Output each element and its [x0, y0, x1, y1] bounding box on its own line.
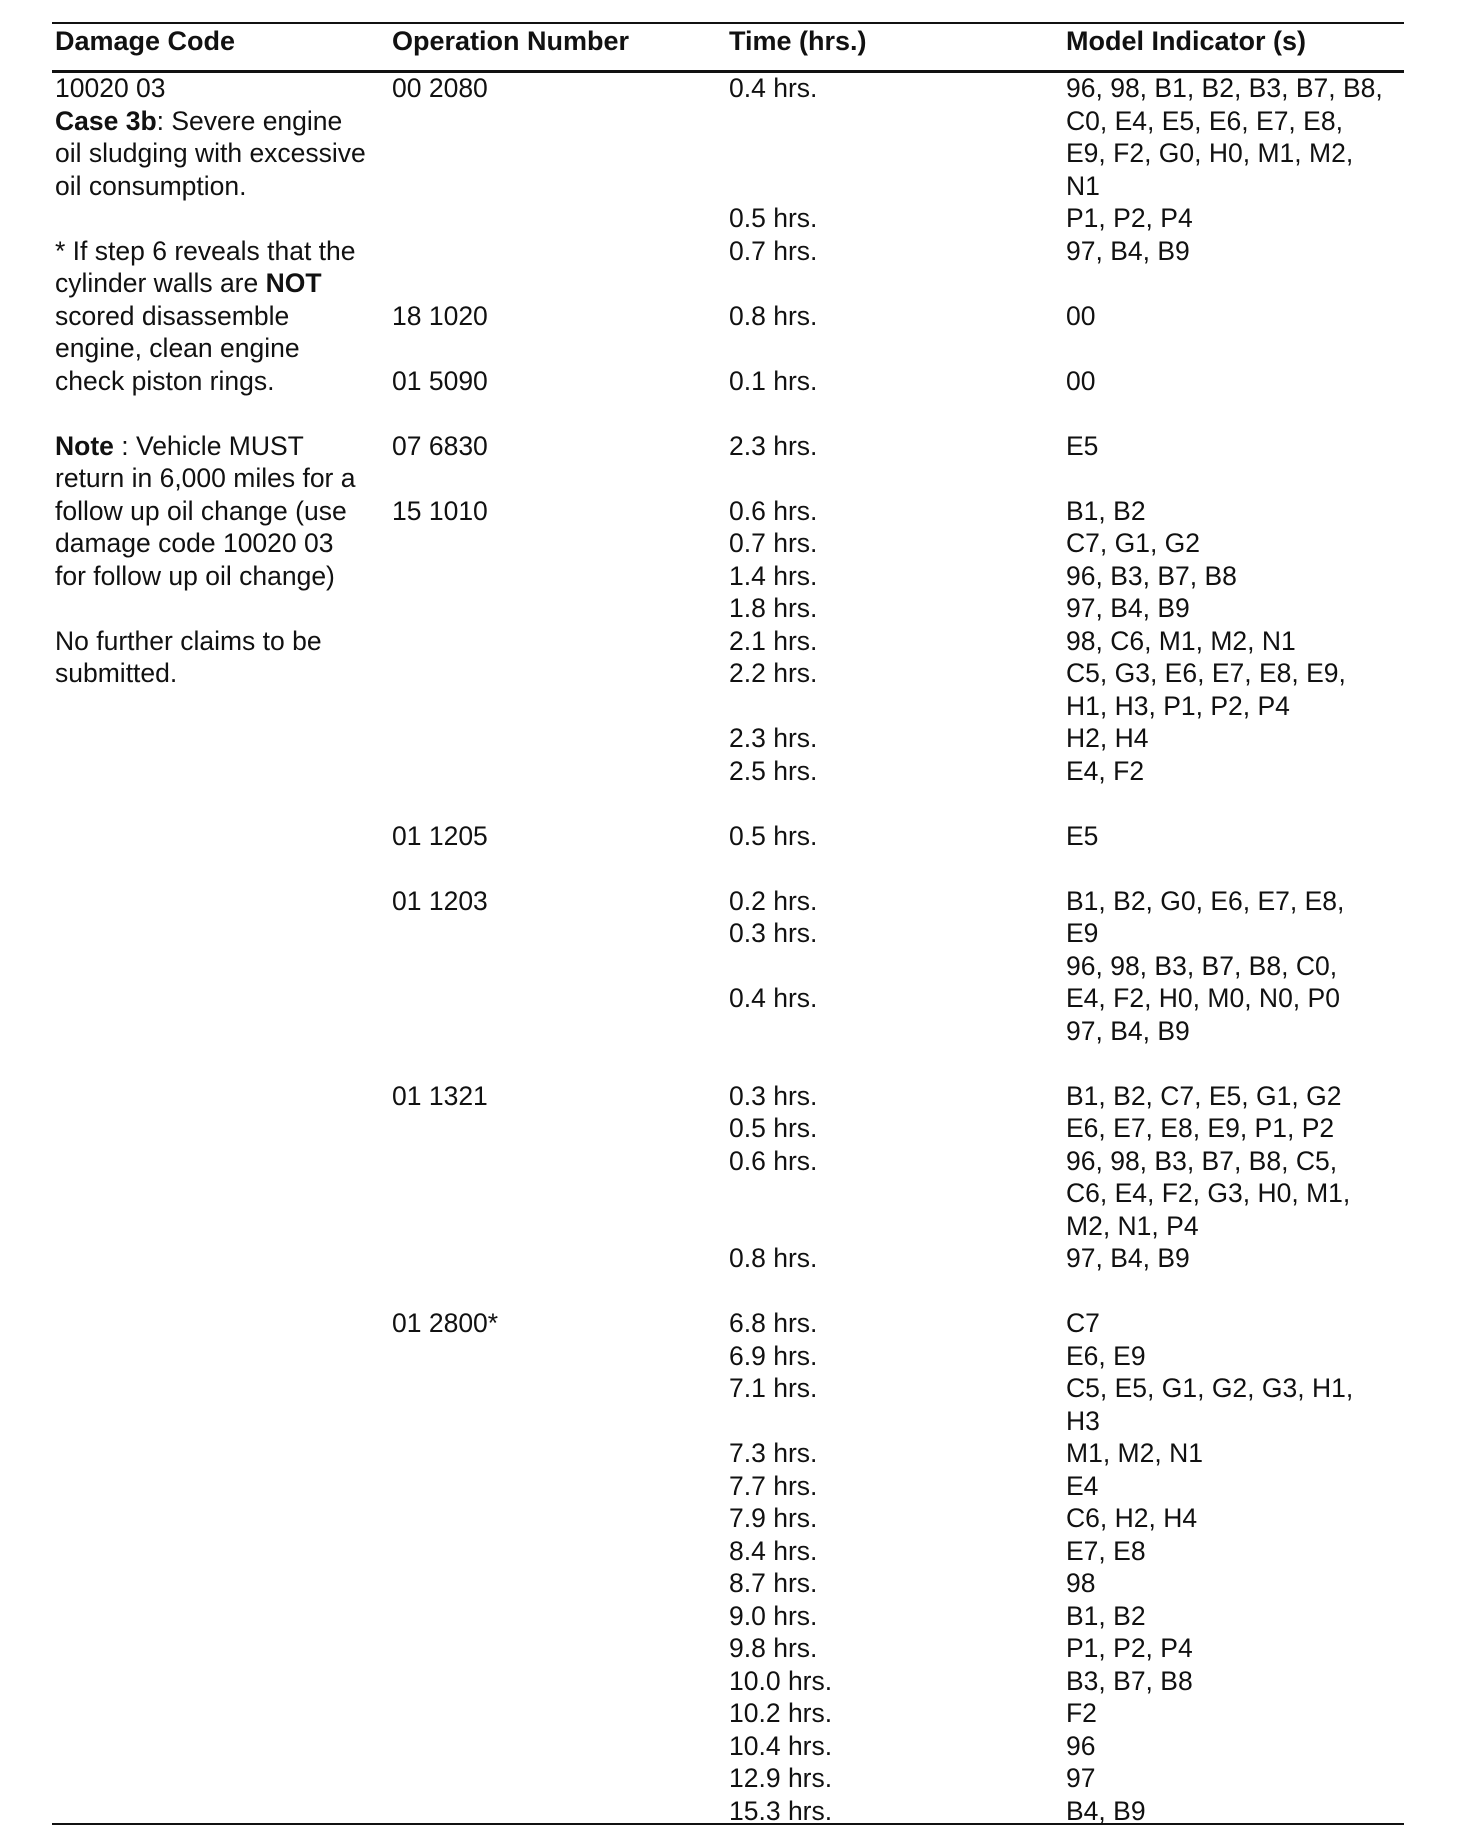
time-value: 0.3 hrs. — [729, 1080, 818, 1111]
step-line: scored disassemble — [55, 300, 290, 331]
time-value: 0.6 hrs. — [729, 1145, 818, 1176]
case-line: oil sludging with excessive — [55, 138, 366, 168]
table-bottom-rule — [52, 1823, 1404, 1825]
time-value: 8.7 hrs. — [729, 1568, 818, 1598]
operation-number: 01 1203 — [392, 885, 488, 916]
time-value: 9.8 hrs. — [729, 1633, 818, 1663]
time-value: 10.4 hrs. — [729, 1730, 833, 1761]
time-value: 0.3 hrs. — [729, 918, 818, 948]
step-line — [55, 267, 322, 300]
model-indicator: E5 — [1066, 820, 1099, 851]
header-time: Time (hrs.) — [729, 26, 867, 56]
case-text: : Severe engine — [156, 105, 343, 136]
operation-number: 18 1020 — [392, 300, 488, 331]
time-value: 7.9 hrs. — [729, 1503, 818, 1533]
note-line: damage code 10020 03 — [55, 528, 334, 558]
model-indicator: P1, P2, P4 — [1066, 203, 1193, 233]
model-indicator: 96, 98, B3, B7, B8, C0, — [1066, 950, 1338, 981]
time-value: 7.3 hrs. — [729, 1438, 818, 1468]
time-value: 1.8 hrs. — [729, 593, 818, 623]
note-text: : Vehicle MUST — [113, 430, 304, 461]
table-top-rule — [52, 22, 1404, 24]
model-indicator: C5, G3, E6, E7, E8, E9, — [1066, 658, 1346, 688]
model-indicator: 00 — [1066, 365, 1096, 396]
model-indicator: 97, B4, B9 — [1066, 1015, 1190, 1046]
time-value: 0.5 hrs. — [729, 1113, 818, 1143]
model-indicator: 98 — [1066, 1568, 1096, 1598]
model-indicator: 96, B3, B7, B8 — [1066, 560, 1237, 591]
model-indicator: E6, E9 — [1066, 1340, 1146, 1371]
model-indicator: 97 — [1066, 1763, 1096, 1793]
time-value: 0.4 hrs. — [729, 983, 818, 1013]
case-line: oil consumption. — [55, 170, 247, 201]
model-indicator: 96, 98, B3, B7, B8, C5, — [1066, 1145, 1338, 1176]
claims-line: submitted. — [55, 658, 178, 688]
model-indicator: B4, B9 — [1066, 1795, 1146, 1826]
model-indicator: C0, E4, E5, E6, E7, E8, — [1066, 105, 1343, 136]
model-indicator: H3 — [1066, 1405, 1100, 1436]
model-indicator: C5, E5, G1, G2, G3, H1, — [1066, 1373, 1354, 1403]
note-line: for follow up oil change) — [55, 560, 335, 591]
time-value: 10.2 hrs. — [729, 1698, 833, 1728]
step-line: engine, clean engine — [55, 333, 300, 363]
step-line: check piston rings. — [55, 365, 275, 396]
time-value: 2.3 hrs. — [729, 723, 818, 753]
time-value: 0.7 hrs. — [729, 235, 818, 266]
operation-number: 07 6830 — [392, 430, 488, 461]
model-indicator: E4, F2, H0, M0, N0, P0 — [1066, 983, 1340, 1013]
time-value: 0.8 hrs. — [729, 1243, 818, 1273]
step-line-emphasis: NOT — [265, 268, 322, 298]
operation-number: 01 5090 — [392, 365, 488, 396]
damage-code-value: 10020 03 — [55, 73, 166, 103]
model-indicator: E4, F2 — [1066, 755, 1145, 786]
model-indicator: C6, E4, F2, G3, H0, M1, — [1066, 1178, 1351, 1208]
model-indicator: B1, B2, G0, E6, E7, E8, — [1066, 885, 1345, 916]
model-indicator: E7, E8 — [1066, 1535, 1146, 1566]
model-indicator: 96, 98, B1, B2, B3, B7, B8, — [1066, 73, 1383, 103]
model-indicator: 00 — [1066, 300, 1096, 331]
operation-number: 01 1205 — [392, 820, 488, 851]
operation-number: 15 1010 — [392, 495, 488, 526]
model-indicator: 97, B4, B9 — [1066, 235, 1190, 266]
time-value: 6.9 hrs. — [729, 1340, 818, 1371]
time-value: 1.4 hrs. — [729, 560, 818, 591]
time-value: 10.0 hrs. — [729, 1665, 833, 1696]
model-indicator: E6, E7, E8, E9, P1, P2 — [1066, 1113, 1335, 1143]
step-line: * If step 6 reveals that the — [55, 235, 356, 266]
time-value: 7.7 hrs. — [729, 1470, 818, 1501]
model-indicator: C7 — [1066, 1308, 1100, 1338]
model-indicator: 96 — [1066, 1730, 1096, 1761]
model-indicator: B1, B2, C7, E5, G1, G2 — [1066, 1080, 1342, 1111]
time-value: 2.2 hrs. — [729, 658, 818, 688]
model-indicator: C6, H2, H4 — [1066, 1503, 1198, 1533]
time-value: 0.4 hrs. — [729, 73, 818, 103]
time-value: 0.7 hrs. — [729, 528, 818, 558]
note-line: follow up oil change (use — [55, 495, 347, 526]
case-label: Case 3b — [55, 105, 157, 136]
time-value: 8.4 hrs. — [729, 1535, 818, 1566]
time-value: 2.5 hrs. — [729, 755, 818, 786]
time-value: 0.6 hrs. — [729, 495, 818, 526]
model-indicator: H2, H4 — [1066, 723, 1149, 753]
model-indicator: E9 — [1066, 918, 1099, 948]
time-value: 12.9 hrs. — [729, 1763, 833, 1793]
model-indicator: M2, N1, P4 — [1066, 1210, 1199, 1241]
model-indicator: P1, P2, P4 — [1066, 1633, 1193, 1663]
note-label: Note — [55, 430, 114, 461]
model-indicator: 97, B4, B9 — [1066, 1243, 1190, 1273]
model-indicator: C7, G1, G2 — [1066, 528, 1201, 558]
claims-line: No further claims to be — [55, 625, 322, 656]
model-indicator: N1 — [1066, 170, 1100, 201]
model-indicator: B1, B2 — [1066, 1600, 1146, 1631]
model-indicator: B3, B7, B8 — [1066, 1665, 1193, 1696]
time-value: 9.0 hrs. — [729, 1600, 818, 1631]
model-indicator: B1, B2 — [1066, 495, 1146, 526]
time-value: 15.3 hrs. — [729, 1795, 833, 1826]
header-model-indicator: Model Indicator (s) — [1066, 26, 1307, 56]
time-value: 0.5 hrs. — [729, 820, 818, 851]
model-indicator: F2 — [1066, 1698, 1097, 1728]
operation-number: 01 2800* — [392, 1308, 499, 1338]
note-heading — [55, 430, 304, 463]
model-indicator: E9, F2, G0, H0, M1, M2, — [1066, 138, 1354, 168]
operation-number: 00 2080 — [392, 73, 488, 103]
model-indicator: E4 — [1066, 1470, 1099, 1501]
time-value: 2.3 hrs. — [729, 430, 818, 461]
model-indicator: H1, H3, P1, P2, P4 — [1066, 690, 1290, 721]
note-line: return in 6,000 miles for a — [55, 463, 356, 493]
header-damage-code: Damage Code — [55, 26, 236, 56]
case-heading — [55, 105, 342, 138]
model-indicator: 98, C6, M1, M2, N1 — [1066, 625, 1296, 656]
operation-number: 01 1321 — [392, 1080, 488, 1111]
time-value: 0.2 hrs. — [729, 885, 818, 916]
time-value: 2.1 hrs. — [729, 625, 818, 656]
time-value: 7.1 hrs. — [729, 1373, 818, 1403]
model-indicator: E5 — [1066, 430, 1099, 461]
time-value: 6.8 hrs. — [729, 1308, 818, 1338]
time-value: 0.5 hrs. — [729, 203, 818, 233]
model-indicator: 97, B4, B9 — [1066, 593, 1190, 623]
step-line-text: cylinder walls are — [55, 268, 266, 298]
time-value: 0.8 hrs. — [729, 300, 818, 331]
header-operation-number: Operation Number — [392, 26, 630, 56]
model-indicator: M1, M2, N1 — [1066, 1438, 1203, 1468]
time-value: 0.1 hrs. — [729, 365, 818, 396]
